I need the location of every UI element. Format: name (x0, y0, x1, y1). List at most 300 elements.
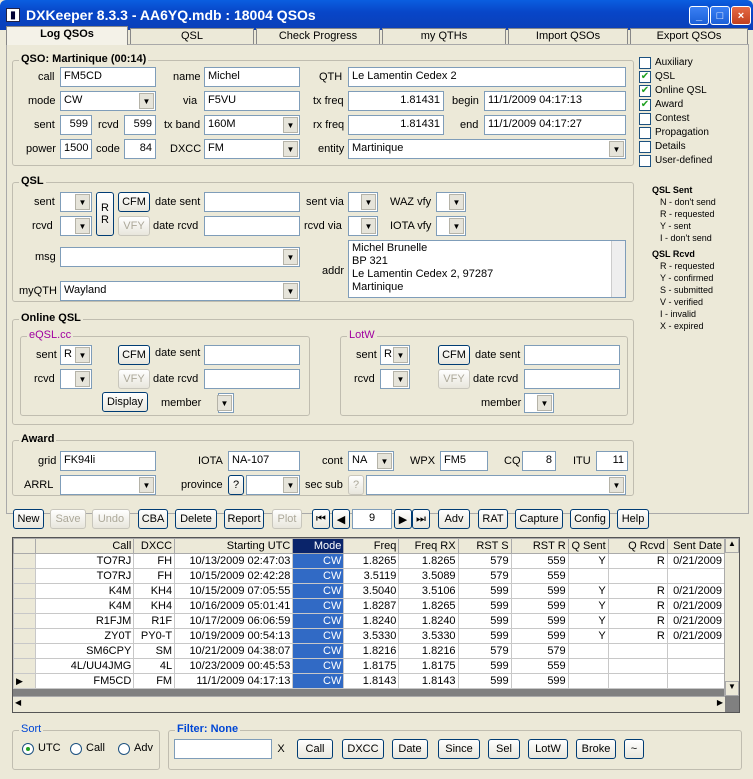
filter-lotw-button[interactable]: LotW (528, 739, 568, 759)
table-cell[interactable]: 4L/UU4JMG (36, 659, 134, 674)
addr-textarea[interactable] (348, 240, 626, 298)
table-cell[interactable]: KH4 (134, 599, 175, 614)
table-cell[interactable]: Y (568, 554, 608, 569)
maximize-button[interactable]: □ (710, 6, 730, 25)
table-cell[interactable]: 10/13/2009 02:47:03 (175, 554, 293, 569)
user-defined-checkbox[interactable] (639, 155, 651, 167)
lotw-sent-label: sent (356, 349, 377, 361)
chevron-down-icon: ▼ (139, 477, 154, 493)
chevron-down-icon: ▼ (609, 477, 624, 493)
table-cell[interactable]: Y (568, 599, 608, 614)
qso-table[interactable] (13, 538, 725, 689)
table-cell[interactable]: R (608, 554, 667, 569)
qsl-sent-select[interactable] (60, 192, 92, 212)
filter-dxcc-button[interactable]: DXCC (342, 739, 384, 759)
row-header[interactable] (14, 584, 36, 599)
table-cell[interactable]: 579 (511, 644, 568, 659)
tab-qsl[interactable]: QSL (130, 28, 254, 44)
mode-select[interactable] (60, 91, 156, 111)
chevron-down-icon: ▼ (75, 218, 90, 234)
begin-label: begin (452, 95, 479, 107)
col-freq[interactable]: Freq (344, 539, 399, 554)
table-cell[interactable]: K4M (36, 599, 134, 614)
col-mode[interactable]: Mode (293, 539, 344, 554)
eqsl-rcvd-select[interactable] (60, 369, 92, 389)
table-cell[interactable]: PY0-T (134, 629, 175, 644)
filter-call-button[interactable]: Call (297, 739, 333, 759)
call-label: call (38, 71, 55, 83)
iota-field[interactable]: NA-107 (228, 451, 300, 471)
table-cell[interactable] (608, 644, 667, 659)
table-cell[interactable]: FM (134, 674, 175, 689)
code-field[interactable]: 84 (124, 139, 156, 159)
delete-button[interactable]: Delete (175, 509, 217, 529)
waz-vfy-label: WAZ vfy (390, 196, 432, 208)
minimize-button[interactable]: _ (689, 6, 709, 25)
legend-item: R - requested (660, 209, 715, 219)
lotw-member-select[interactable] (524, 393, 554, 413)
tx-band-label: tx band (164, 119, 201, 131)
tab-export-qsos[interactable]: Export QSOs (630, 28, 748, 44)
tab-my-qths[interactable]: my QTHs (382, 28, 506, 44)
table-cell[interactable]: 1.8265 (399, 599, 458, 614)
col-q-sent[interactable]: Q Sent (568, 539, 608, 554)
table-cell[interactable]: CW (293, 629, 344, 644)
qsl-sent-legend-title: QSL Sent (652, 185, 693, 195)
arrl-label: ARRL (24, 479, 54, 491)
previous-record-icon[interactable]: ◀ (332, 509, 350, 529)
qsl-rcvd-select[interactable] (60, 216, 92, 236)
lotw-title: LotW (349, 329, 375, 341)
wpx-field[interactable]: FM5 (440, 451, 488, 471)
row-header[interactable] (14, 554, 36, 569)
myqth-label: myQTH (19, 285, 57, 297)
filter-date-button[interactable]: Date (392, 739, 428, 759)
eqsl-date-sent-label: date sent (155, 347, 201, 359)
sent-label: sent (34, 119, 55, 131)
sort-adv-radio[interactable] (118, 743, 130, 755)
rst-sent-field[interactable]: 599 (60, 115, 92, 135)
msg-label: msg (35, 251, 56, 263)
sort-call-radio[interactable] (70, 743, 82, 755)
report-button[interactable]: Report (224, 509, 264, 529)
row-header[interactable] (14, 614, 36, 629)
qsl-checkbox[interactable]: ✔ (640, 71, 650, 82)
capture-button[interactable]: Capture (515, 509, 563, 529)
table-cell[interactable]: TO7RJ (36, 569, 134, 584)
table-cell[interactable] (568, 659, 608, 674)
table-cell[interactable]: 3.5119 (344, 569, 399, 584)
col-rst-r[interactable]: RST R (511, 539, 568, 554)
save-button[interactable]: Save (50, 509, 86, 529)
power-field[interactable]: 1500 (60, 139, 92, 159)
table-cell[interactable]: R (608, 599, 667, 614)
table-cell[interactable]: 1.8143 (344, 674, 399, 689)
table-row[interactable] (14, 599, 725, 614)
table-cell[interactable] (568, 644, 608, 659)
cont-select[interactable] (348, 451, 394, 471)
grid-field[interactable]: FK94li (60, 451, 156, 471)
table-cell[interactable]: FM5CD (36, 674, 134, 689)
table-cell[interactable]: R (608, 584, 667, 599)
table-cell[interactable]: 599 (511, 599, 568, 614)
table-cell[interactable]: 1.8216 (344, 644, 399, 659)
qso-grid[interactable] (12, 537, 740, 713)
sec-sub-select[interactable] (366, 475, 626, 495)
table-cell[interactable]: CW (293, 554, 344, 569)
table-cell[interactable]: 1.8240 (344, 614, 399, 629)
myqth-select[interactable] (60, 281, 300, 301)
addr-line: BP 321 (352, 255, 388, 267)
lotw-date-sent-field[interactable] (524, 345, 620, 365)
table-cell[interactable]: ZY0T (36, 629, 134, 644)
r-bottom: R (101, 214, 109, 226)
table-cell[interactable]: 599 (511, 584, 568, 599)
table-row[interactable] (14, 644, 725, 659)
filter-input[interactable] (174, 739, 272, 759)
table-cell[interactable]: 599 (458, 674, 511, 689)
table-cell[interactable]: 599 (458, 659, 511, 674)
eqsl-vfy-button[interactable]: VFY (118, 369, 150, 389)
table-cell[interactable]: FH (134, 554, 175, 569)
rcvd-via-select[interactable] (348, 216, 378, 236)
table-cell[interactable]: 0/21/2009 (667, 614, 724, 629)
table-cell[interactable]: CW (293, 584, 344, 599)
eqsl-date-sent-field[interactable] (204, 345, 300, 365)
qsl-r-button[interactable] (96, 192, 114, 236)
table-row[interactable] (14, 584, 725, 599)
table-cell[interactable]: R (608, 629, 667, 644)
table-row[interactable] (14, 659, 725, 674)
scroll-down-icon[interactable]: ▼ (725, 681, 739, 696)
table-cell[interactable]: 599 (511, 674, 568, 689)
grid-horizontal-scrollbar[interactable] (13, 696, 725, 712)
table-cell[interactable]: 0/21/2009 (667, 629, 724, 644)
table-cell[interactable]: 599 (458, 599, 511, 614)
qsl-vfy-button[interactable]: VFY (118, 216, 150, 236)
table-cell[interactable]: 0/21/2009 (667, 554, 724, 569)
lotw-rcvd-label: rcvd (354, 373, 375, 385)
col-q-rcvd[interactable]: Q Rcvd (608, 539, 667, 554)
end-field[interactable]: 11/1/2009 04:17:27 (484, 115, 626, 135)
col-dxcc[interactable]: DXCC (134, 539, 175, 554)
qsl-date-rcvd-label: date rcvd (153, 220, 199, 232)
table-cell[interactable]: 3.5089 (399, 569, 458, 584)
rst-rcvd-field[interactable]: 599 (124, 115, 156, 135)
row-header[interactable] (14, 569, 36, 584)
table-cell[interactable]: 599 (458, 614, 511, 629)
chevron-down-icon: ▼ (283, 141, 298, 157)
entity-label: entity (318, 143, 345, 155)
eqsl-sent-label: sent (36, 349, 57, 361)
myqth-value: Wayland (64, 284, 107, 296)
table-cell[interactable]: 0/21/2009 (667, 584, 724, 599)
table-cell[interactable]: SM6CPY (36, 644, 134, 659)
row-header[interactable] (14, 629, 36, 644)
table-cell[interactable]: CW (293, 614, 344, 629)
qso-title: QSO: Martinique (00:14) (21, 53, 147, 65)
lotw-date-sent-label: date sent (475, 349, 521, 361)
online-qsl-check-label: Online QSL (655, 85, 707, 96)
province-select[interactable] (246, 475, 300, 495)
table-cell[interactable]: 11/1/2009 04:17:13 (175, 674, 293, 689)
col-freq-rx[interactable]: Freq RX (399, 539, 458, 554)
table-cell[interactable]: 599 (458, 584, 511, 599)
table-cell[interactable] (667, 644, 724, 659)
sort-adv-label: Adv (134, 742, 153, 754)
table-cell[interactable]: 3.5330 (399, 629, 458, 644)
book-icon: ▮ (6, 8, 20, 22)
tab-check-progress[interactable]: Check Progress (256, 28, 380, 44)
contest-label: Contest (655, 113, 690, 124)
col-rst-s[interactable]: RST S (458, 539, 511, 554)
filter-title: Filter: None (177, 723, 239, 735)
rx-freq-field[interactable]: 1.81431 (348, 115, 444, 135)
table-cell[interactable]: CW (293, 659, 344, 674)
eqsl-date-rcvd-field[interactable] (204, 369, 300, 389)
row-header-corner (14, 539, 36, 554)
code-label: code (96, 143, 120, 155)
sort-title: Sort (21, 723, 42, 735)
dxcc-label: DXCC (170, 143, 202, 155)
table-row[interactable] (14, 614, 725, 629)
province-lookup-button[interactable]: ? (228, 475, 244, 495)
cq-field[interactable]: 8 (522, 451, 556, 471)
tx-band-select[interactable] (204, 115, 300, 135)
eqsl-cfm-button[interactable]: CFM (118, 345, 150, 365)
call-field[interactable]: FM5CD (60, 67, 156, 87)
table-cell[interactable]: TO7RJ (36, 554, 134, 569)
lotw-vfy-button[interactable]: VFY (438, 369, 470, 389)
table-cell[interactable]: 1.8143 (399, 674, 458, 689)
record-count-field[interactable]: 9 (352, 509, 392, 529)
table-cell[interactable]: 1.8265 (344, 554, 399, 569)
table-cell[interactable] (608, 674, 667, 689)
legend-item: Y - confirmed (660, 273, 714, 283)
adv-button[interactable]: Adv (438, 509, 470, 529)
details-checkbox[interactable] (639, 141, 651, 153)
filter-since-button[interactable]: Since (438, 739, 480, 759)
tab-log-qsos[interactable]: Log QSOs (6, 26, 128, 45)
qsl-sent-label: sent (34, 196, 55, 208)
table-cell[interactable]: SM (134, 644, 175, 659)
filter-sel-button[interactable]: Sel (488, 739, 520, 759)
entity-select[interactable] (348, 139, 626, 159)
table-cell[interactable]: 1.8265 (399, 554, 458, 569)
addr-line: Michel Brunelle (352, 242, 428, 254)
lotw-date-rcvd-label: date rcvd (473, 373, 519, 385)
rx-freq-label: rx freq (313, 119, 345, 131)
propagation-label: Propagation (655, 127, 709, 138)
table-cell[interactable]: 579 (458, 644, 511, 659)
table-cell[interactable]: 10/16/2009 05:01:41 (175, 599, 293, 614)
scroll-left-icon[interactable]: ◀ (15, 698, 22, 707)
eqsl-display-button[interactable]: Display (102, 392, 148, 412)
eqsl-sent-select[interactable] (60, 345, 92, 365)
table-cell[interactable] (568, 569, 608, 584)
table-cell[interactable]: 10/15/2009 07:05:55 (175, 584, 293, 599)
contest-checkbox[interactable] (639, 113, 651, 125)
qth-field[interactable]: Le Lamentin Cedex 2 (348, 67, 626, 87)
table-cell[interactable]: R (608, 614, 667, 629)
qsl-date-sent-field[interactable] (204, 192, 300, 212)
table-cell[interactable] (608, 569, 667, 584)
new-button[interactable]: New (13, 509, 44, 529)
help-button[interactable]: Help (617, 509, 649, 529)
lotw-date-rcvd-field[interactable] (524, 369, 620, 389)
tx-freq-label: tx freq (313, 95, 344, 107)
table-row[interactable] (14, 674, 725, 689)
iota-vfy-select[interactable] (436, 216, 466, 236)
legend-item: I - don't send (660, 233, 712, 243)
name-field[interactable]: Michel (204, 67, 300, 87)
addr-line: Martinique (352, 281, 404, 293)
table-cell[interactable]: Y (568, 584, 608, 599)
table-cell[interactable]: R1FJM (36, 614, 134, 629)
table-cell[interactable]: 559 (511, 569, 568, 584)
table-cell[interactable]: 599 (511, 614, 568, 629)
table-cell[interactable]: 3.5330 (344, 629, 399, 644)
table-cell[interactable] (667, 569, 724, 584)
table-cell[interactable]: 4L (134, 659, 175, 674)
clear-filter-button[interactable]: X (277, 743, 285, 755)
config-button[interactable]: Config (570, 509, 610, 529)
table-cell[interactable]: 559 (511, 659, 568, 674)
next-record-icon[interactable]: ▶ (394, 509, 412, 529)
itu-field[interactable]: 11 (596, 451, 628, 471)
arrl-select[interactable] (60, 475, 156, 495)
legend-item: N - don't send (660, 197, 716, 207)
lotw-rcvd-select[interactable] (380, 369, 410, 389)
table-cell[interactable]: 3.5040 (344, 584, 399, 599)
table-cell[interactable] (667, 674, 724, 689)
cba-button[interactable]: CBA (138, 509, 168, 529)
sent-via-select[interactable] (348, 192, 378, 212)
user-defined-label: User-defined (655, 155, 713, 166)
table-cell[interactable]: 0/21/2009 (667, 599, 724, 614)
addr-scrollbar[interactable] (611, 241, 625, 297)
award-title: Award (21, 433, 55, 445)
scroll-up-icon[interactable]: ▲ (725, 538, 739, 553)
plot-button[interactable]: Plot (272, 509, 302, 529)
chevron-down-icon: ▼ (139, 93, 154, 109)
power-label: power (26, 143, 56, 155)
first-record-icon[interactable]: ⏮ (312, 509, 330, 529)
rat-button[interactable]: RAT (478, 509, 508, 529)
rcvd-label: rcvd (98, 119, 119, 131)
legend-item: S - submitted (660, 285, 714, 295)
table-cell[interactable] (608, 659, 667, 674)
propagation-checkbox[interactable] (639, 127, 651, 139)
table-cell[interactable]: 1.8287 (344, 599, 399, 614)
table-cell[interactable]: CW (293, 644, 344, 659)
row-header[interactable]: ▶ (14, 674, 36, 689)
chevron-down-icon: ▼ (377, 453, 392, 469)
col-sent-date[interactable]: Sent Date (667, 539, 724, 554)
grid-vertical-scrollbar[interactable] (724, 538, 739, 696)
filter-broke-button[interactable]: Broke (576, 739, 616, 759)
table-cell[interactable] (568, 674, 608, 689)
qsl-date-rcvd-field[interactable] (204, 216, 300, 236)
table-cell[interactable]: 559 (511, 554, 568, 569)
table-cell[interactable]: 10/15/2009 02:42:28 (175, 569, 293, 584)
row-header[interactable] (14, 599, 36, 614)
table-cell[interactable]: Y (568, 629, 608, 644)
table-cell[interactable]: CW (293, 599, 344, 614)
col-call[interactable]: Call (36, 539, 134, 554)
name-label: name (173, 71, 201, 83)
lotw-cfm-button[interactable]: CFM (438, 345, 470, 365)
sec-sub-label: sec sub (305, 479, 343, 491)
chevron-down-icon: ▼ (361, 194, 376, 210)
table-cell[interactable]: 599 (458, 629, 511, 644)
table-cell[interactable]: 10/19/2009 00:54:13 (175, 629, 293, 644)
table-cell[interactable]: 10/23/2009 00:45:53 (175, 659, 293, 674)
table-cell[interactable]: 579 (458, 569, 511, 584)
award-checkbox[interactable]: ✔ (640, 99, 650, 110)
qsl-cfm-button[interactable]: CFM (118, 192, 150, 212)
lotw-sent-select[interactable] (380, 345, 410, 365)
table-cell[interactable]: 1.8216 (399, 644, 458, 659)
table-cell[interactable]: 1.8175 (344, 659, 399, 674)
undo-button[interactable]: Undo (92, 509, 130, 529)
online-qsl-checkbox[interactable]: ✔ (640, 85, 650, 96)
table-cell[interactable]: CW (293, 569, 344, 584)
table-cell[interactable]: 3.5106 (399, 584, 458, 599)
table-cell[interactable]: 599 (511, 629, 568, 644)
sort-utc-radio[interactable] (22, 743, 34, 755)
sec-sub-lookup-button[interactable]: ? (348, 475, 364, 495)
last-record-icon[interactable]: ⏭ (412, 509, 430, 529)
scroll-right-icon[interactable]: ▶ (716, 698, 723, 707)
table-cell[interactable]: R1F (134, 614, 175, 629)
via-field[interactable]: F5VU (204, 91, 300, 111)
qth-label: QTH (319, 71, 343, 83)
table-cell[interactable]: 10/17/2009 06:06:59 (175, 614, 293, 629)
row-header[interactable] (14, 659, 36, 674)
table-cell[interactable]: CW (293, 674, 344, 689)
table-cell[interactable]: KH4 (134, 584, 175, 599)
table-cell[interactable]: 579 (458, 554, 511, 569)
filter-tilde-button[interactable]: ~ (624, 739, 644, 759)
row-header[interactable] (14, 644, 36, 659)
tx-freq-field[interactable]: 1.81431 (348, 91, 444, 111)
chevron-down-icon: ▼ (283, 117, 298, 133)
table-row[interactable] (14, 554, 725, 569)
chevron-down-icon: ▼ (449, 194, 464, 210)
msg-select[interactable] (60, 247, 300, 267)
table-row[interactable] (14, 569, 725, 584)
grid-header-row (14, 539, 725, 554)
col-starting-utc[interactable]: Starting UTC (175, 539, 293, 554)
auxiliary-checkbox[interactable] (639, 57, 651, 69)
table-cell[interactable]: 10/21/2009 04:38:07 (175, 644, 293, 659)
waz-vfy-select[interactable] (436, 192, 466, 212)
dxcc-select[interactable] (204, 139, 300, 159)
table-cell[interactable]: Y (568, 614, 608, 629)
entity-value: Martinique (352, 142, 404, 154)
table-cell[interactable]: FH (134, 569, 175, 584)
eqsl-member-select[interactable] (218, 393, 234, 413)
close-button[interactable]: × (731, 6, 751, 25)
tab-import-qsos[interactable]: Import QSOs (508, 28, 628, 44)
table-cell[interactable]: 1.8175 (399, 659, 458, 674)
begin-field[interactable]: 11/1/2009 04:17:13 (484, 91, 626, 111)
table-row[interactable] (14, 629, 725, 644)
table-cell[interactable] (667, 659, 724, 674)
table-cell[interactable]: 1.8240 (399, 614, 458, 629)
table-cell[interactable]: K4M (36, 584, 134, 599)
